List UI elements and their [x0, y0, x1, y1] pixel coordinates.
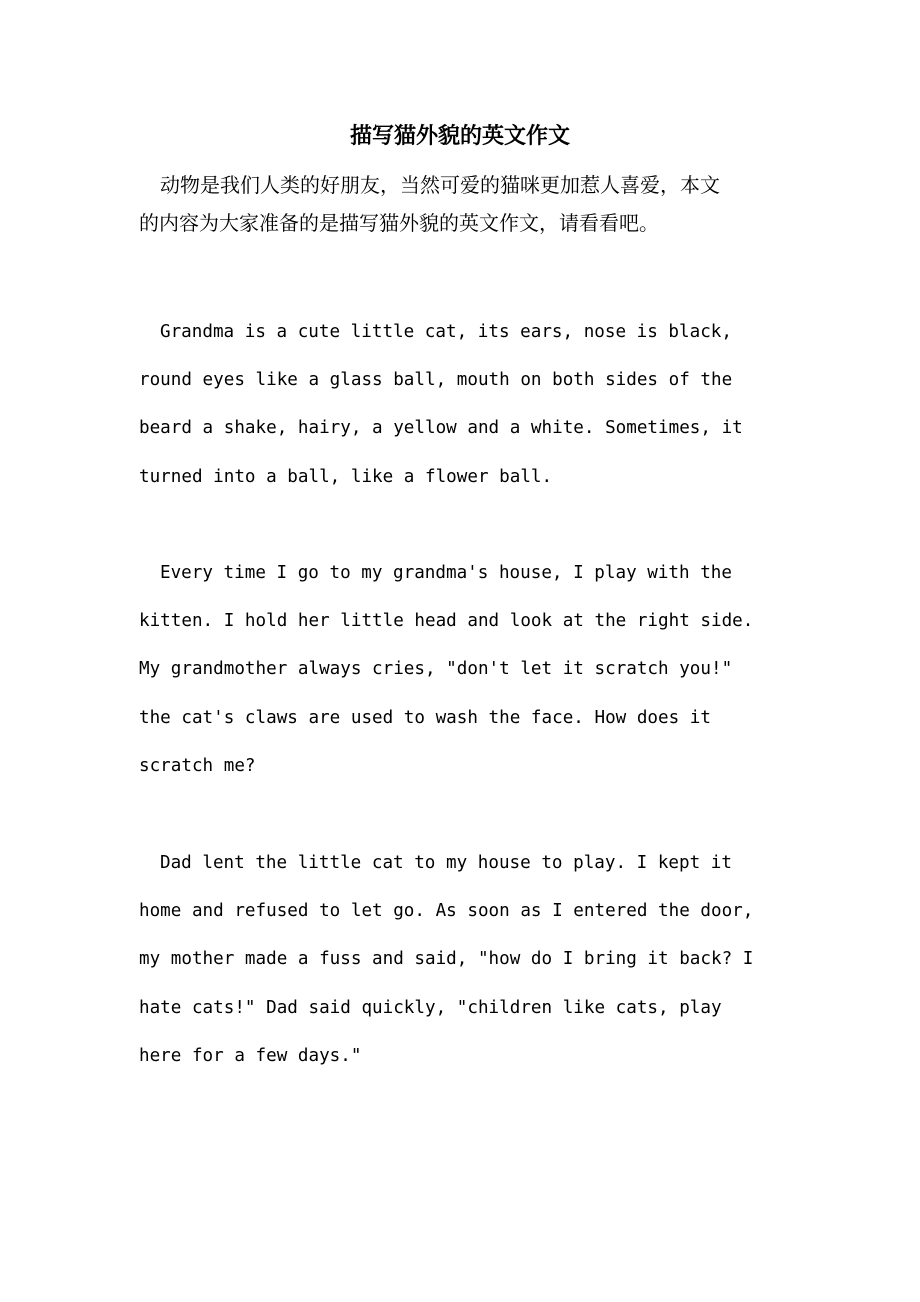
- paragraph-1: [139, 308, 799, 501]
- paragraph-line: kitten. I hold her little head and look at the right side.: [139, 611, 754, 632]
- paragraph-line: here for a few days.": [139, 1045, 362, 1066]
- paragraph-line: Dad lent the little cat to my house to play. I kept it: [160, 853, 732, 873]
- paragraph-line: My grandmother always cries, "don't let it scratch you!": [139, 659, 733, 680]
- intro-paragraph: [139, 166, 779, 242]
- paragraph-line: beard a shake, hairy, a yellow and a white. Sometimes, it: [139, 418, 743, 439]
- paragraph-3: [139, 839, 799, 1080]
- paragraph-line: the cat's claws are used to wash the face. How does it: [139, 707, 711, 728]
- document-title: 描写猫外貌的英文作文: [349, 123, 570, 149]
- paragraph-line: Grandma is a cute little cat, its ears, nose is black,: [160, 322, 732, 342]
- paragraph-line: home and refused to let go. As soon as I entered the door,: [139, 901, 754, 922]
- intro-line: 动物是我们人类的好朋友，当然可爱的猫咪更加惹人喜爱，本文: [160, 173, 720, 197]
- paragraph-line: scratch me?: [139, 755, 256, 776]
- intro-line: 的内容为大家准备的是描写猫外貌的英文作文，请看看吧。: [139, 211, 659, 235]
- paragraph-2: [139, 549, 799, 790]
- paragraph-line: hate cats!" Dad said quickly, "children like cats, play: [139, 997, 722, 1018]
- paragraph-line: Every time I go to my grandma's house, I play with the: [160, 563, 732, 583]
- paragraph-line: turned into a ball, like a flower ball.: [139, 466, 553, 487]
- paragraph-line: my mother made a fuss and said, "how do I bring it back? I: [139, 949, 754, 970]
- paragraph-line: round eyes like a glass ball, mouth on both sides of the: [139, 370, 733, 391]
